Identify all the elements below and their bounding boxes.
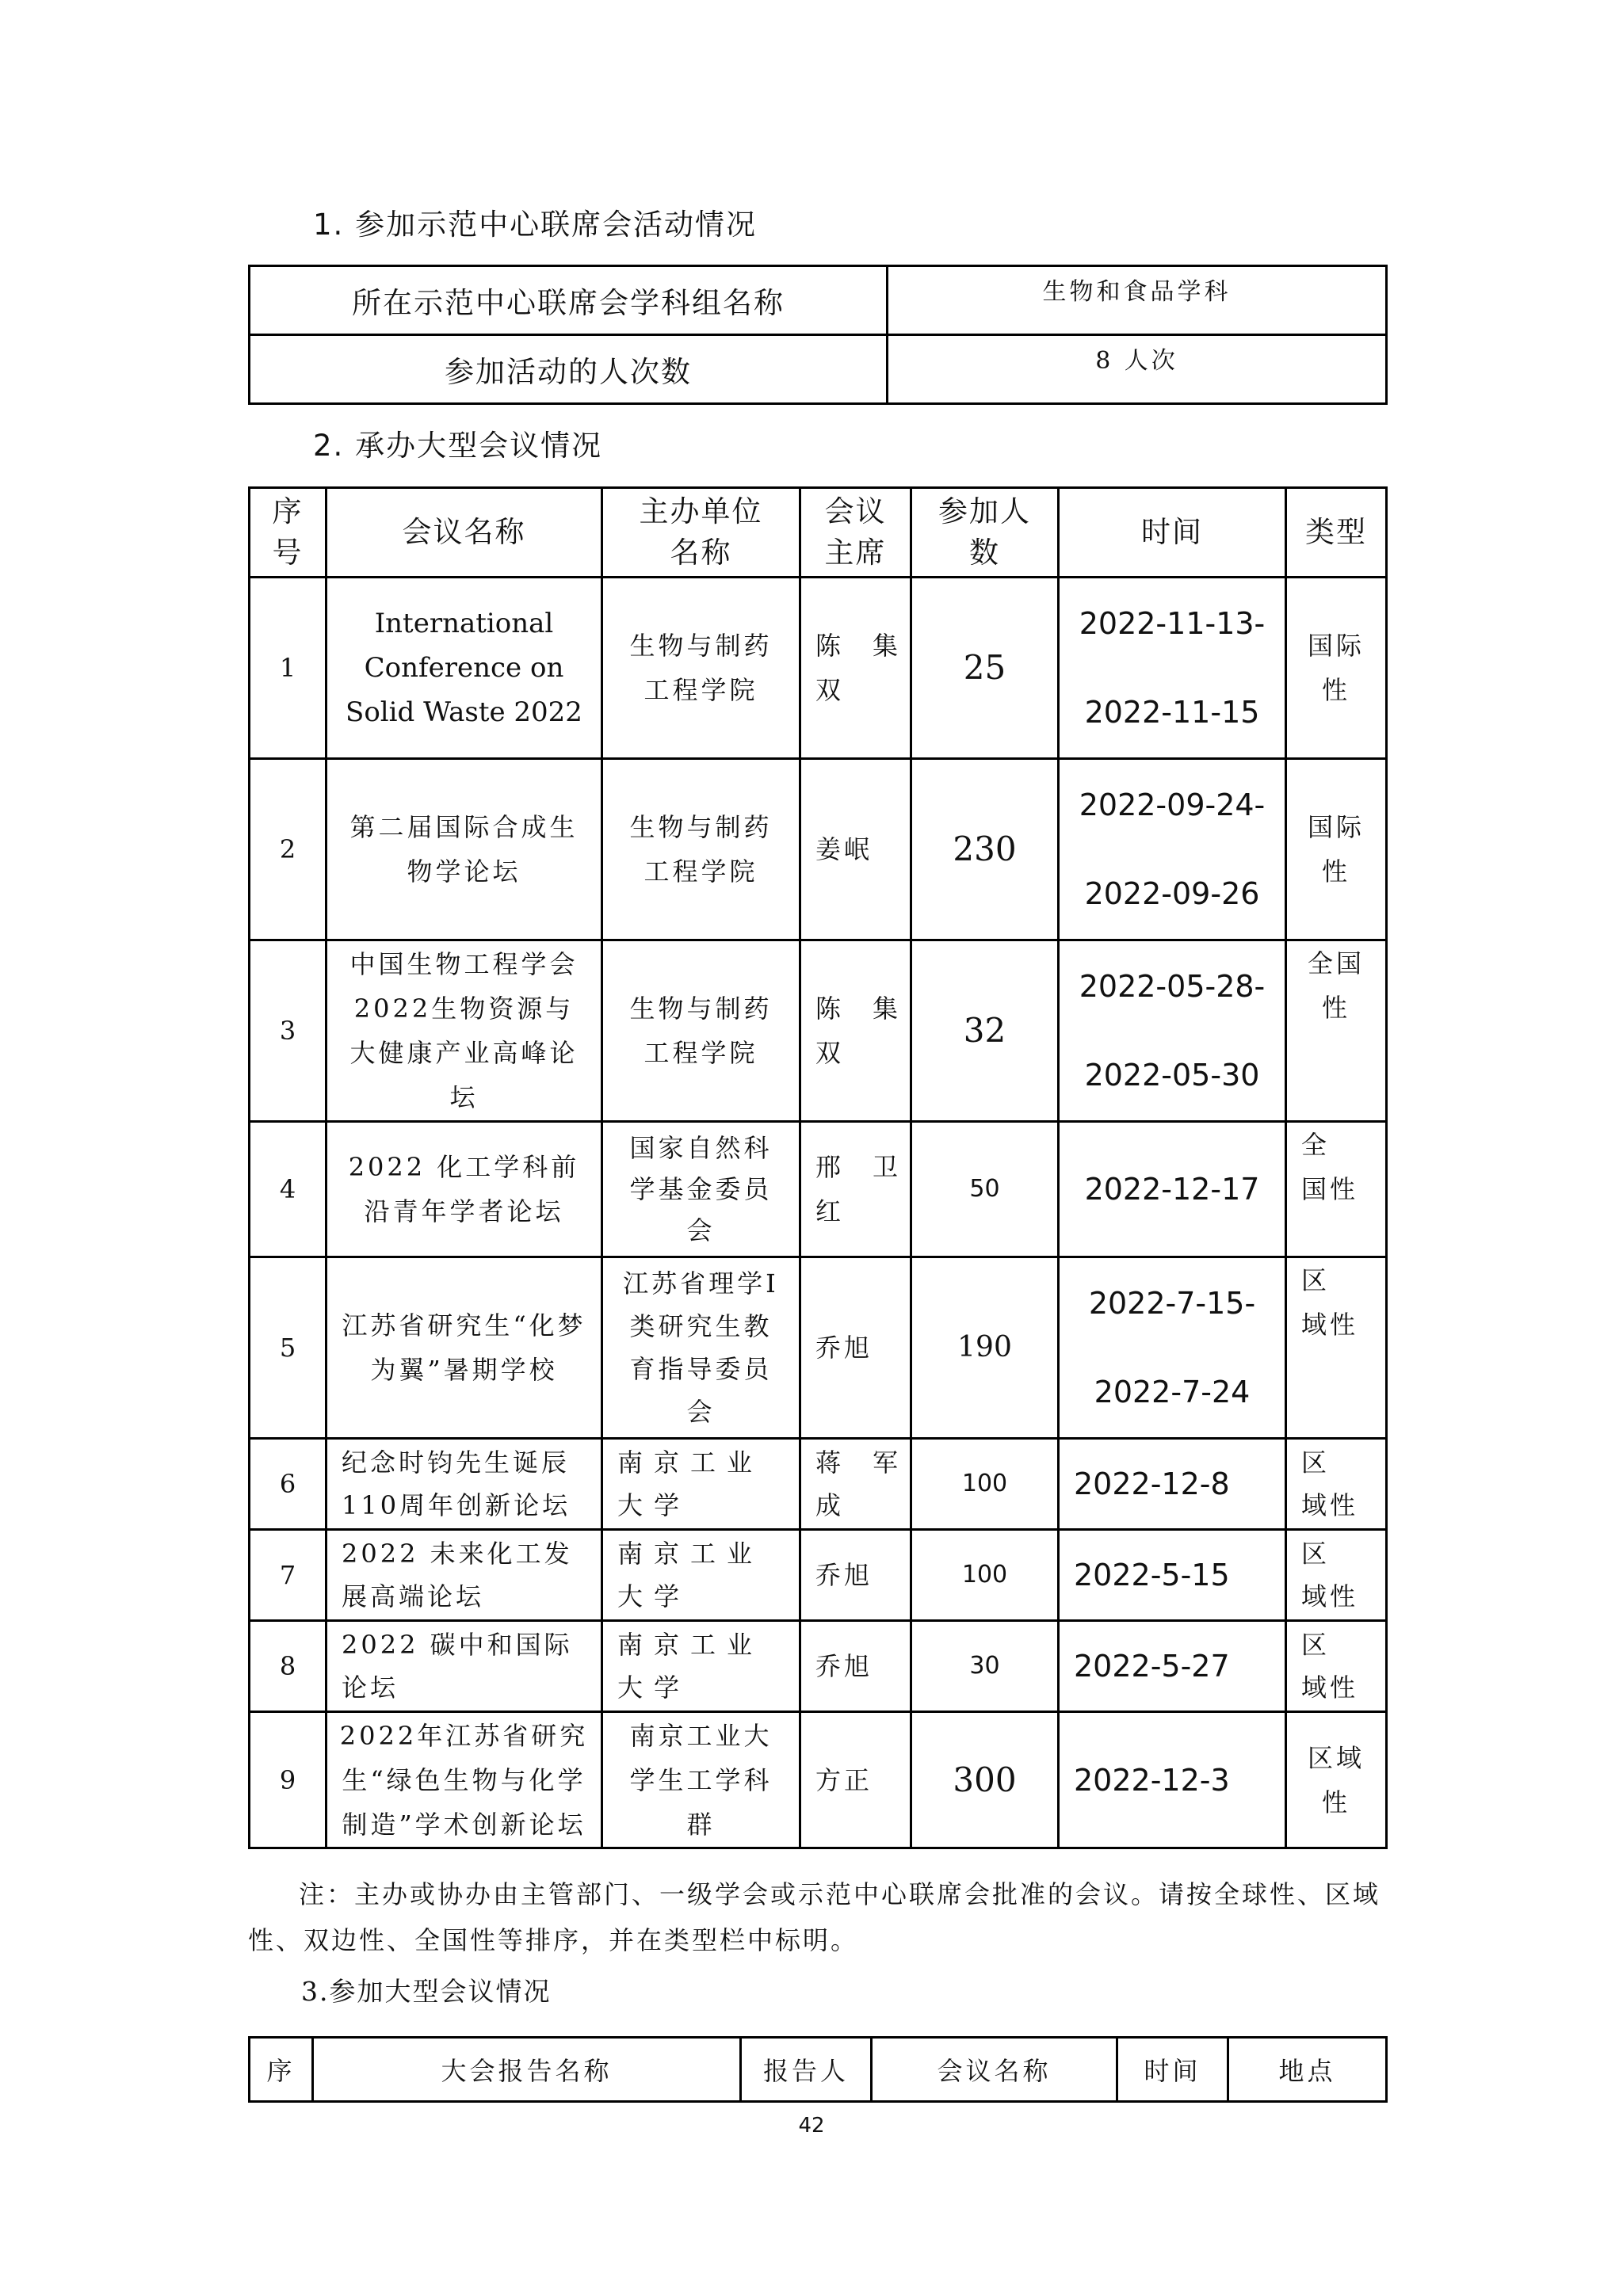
row-chair: 乔旭: [800, 1621, 911, 1712]
row-time: 2022-11-13- 2022-11-15: [1059, 578, 1286, 759]
table-row: [250, 1439, 1387, 1530]
table-header-row: [250, 488, 1387, 578]
row-count: 100: [911, 1530, 1059, 1621]
row-time: 2022-05-28- 2022-05-30: [1059, 940, 1286, 1122]
hosted-meetings-table: [248, 486, 1388, 1849]
header-time: 时间: [1117, 2038, 1228, 2102]
row-host: 生物与制药工程学院: [602, 940, 800, 1122]
row-name: 2022 化工学科前沿青年学者论坛: [327, 1122, 602, 1257]
section2-title: 2. 承办大型会议情况: [313, 429, 603, 463]
row-host: 江苏省理学I类研究生教育指导委员会: [602, 1257, 800, 1439]
header-location: 地点: [1228, 2038, 1387, 2102]
attended-meetings-table: [248, 2036, 1388, 2103]
row-time: 2022-12-8: [1059, 1439, 1286, 1530]
header-chair-line1: 会议: [824, 494, 887, 528]
row-host: 生物与制药工程学院: [602, 759, 800, 940]
row-type: 区 域性: [1286, 1530, 1387, 1621]
row-count: 30: [911, 1621, 1059, 1712]
header-no-line2: 号: [272, 536, 304, 570]
table-row: [250, 578, 1387, 759]
header-host: 主办单位名称: [602, 488, 800, 578]
header-meeting-name: 会议名称: [872, 2038, 1117, 2102]
row-count: 300: [911, 1712, 1059, 1848]
row-type: 区 域性: [1286, 1621, 1387, 1712]
row-name: 第二届国际合成生物学论坛: [327, 759, 602, 940]
row-count: 32: [911, 940, 1059, 1122]
participant-count-label: 参加活动的人次数: [250, 335, 888, 404]
header-no: [250, 488, 327, 578]
row-host: 南京工业大学: [602, 1439, 800, 1530]
row-no: 7: [250, 1530, 327, 1621]
row-name: 2022 未来化工发展高端论坛: [327, 1530, 602, 1621]
row-name: 江苏省研究生“化梦为翼”暑期学校: [327, 1257, 602, 1439]
row-chair: 陈 集双: [800, 940, 911, 1122]
row-chair: 乔旭: [800, 1257, 911, 1439]
row-host: 南京工业大学: [602, 1621, 800, 1712]
row-count: 50: [911, 1122, 1059, 1257]
header-time: 时间: [1059, 488, 1286, 578]
header-chair-line2: 主席: [824, 536, 887, 570]
row-no: 8: [250, 1621, 327, 1712]
table-row: [250, 266, 1387, 335]
table-row: [250, 1621, 1387, 1712]
row-type: 区 域性: [1286, 1439, 1387, 1530]
row-chair: 方正: [800, 1712, 911, 1848]
row-name: 2022 碳中和国际论坛: [327, 1621, 602, 1712]
row-host: 国家自然科学基金委员会: [602, 1122, 800, 1257]
header-report-name: 大会报告名称: [313, 2038, 741, 2102]
row-no: 2: [250, 759, 327, 940]
header-count: 参加人数: [911, 488, 1059, 578]
row-no: 5: [250, 1257, 327, 1439]
participant-count-value: 8 人次: [888, 335, 1387, 404]
table-header-row: [250, 2038, 1387, 2102]
row-time: 2022-5-15: [1059, 1530, 1286, 1621]
row-host: 南京工业大学: [602, 1530, 800, 1621]
row-chair: 乔旭: [800, 1530, 911, 1621]
table-row: [250, 1530, 1387, 1621]
section1-table: [248, 265, 1388, 405]
row-count: 230: [911, 759, 1059, 940]
subject-group-label: 所在示范中心联席会学科组名称: [250, 266, 888, 335]
section1-title: 1. 参加示范中心联席会活动情况: [313, 208, 758, 242]
section3-title: 3.参加大型会议情况: [301, 1976, 552, 2007]
row-name: 2022年江苏省研究生“绿色生物与化学制造”学术创新论坛: [327, 1712, 602, 1848]
table-row: [250, 335, 1387, 404]
row-time: 2022-12-3: [1059, 1712, 1286, 1848]
row-count: 100: [911, 1439, 1059, 1530]
row-time: 2022-7-15- 2022-7-24: [1059, 1257, 1286, 1439]
row-type: 国际性: [1286, 578, 1387, 759]
row-no: 4: [250, 1122, 327, 1257]
row-type: 全 国性: [1286, 1122, 1387, 1257]
header-name: 会议名称: [327, 488, 602, 578]
table-note: 注：主办或协办由主管部门、一级学会或示范中心联席会批准的会议。请按全球性、区域性、双边性、全国性等排序，并在类型栏中标明。: [248, 1879, 1381, 1955]
row-chair: 蒋 军成: [800, 1439, 911, 1530]
table-row: [250, 1712, 1387, 1848]
table-row: [250, 1257, 1387, 1439]
row-name: 纪念时钧先生诞辰110周年创新论坛: [327, 1439, 602, 1530]
header-type: 类型: [1286, 488, 1387, 578]
row-chair: 邢 卫红: [800, 1122, 911, 1257]
row-type: 区域性: [1286, 1712, 1387, 1848]
row-name: 中国生物工程学会2022生物资源与大健康产业高峰论坛: [327, 940, 602, 1122]
row-count: 25: [911, 578, 1059, 759]
row-type: 国际性: [1286, 759, 1387, 940]
header-no-line1: 序: [272, 494, 304, 528]
table-row: [250, 940, 1387, 1122]
page-number: 42: [798, 2114, 825, 2138]
row-chair: 姜岷: [800, 759, 911, 940]
row-no: 1: [250, 578, 327, 759]
row-type: 全国性: [1286, 940, 1387, 1122]
row-time: 2022-5-27: [1059, 1621, 1286, 1712]
subject-group-value: 生物和食品学科: [888, 266, 1387, 335]
row-count: 190: [911, 1257, 1059, 1439]
row-no: 3: [250, 940, 327, 1122]
row-no: 9: [250, 1712, 327, 1848]
row-host: 南京工业大学生工学科群: [602, 1712, 800, 1848]
row-time: 2022-09-24- 2022-09-26: [1059, 759, 1286, 940]
header-no: 序: [250, 2038, 313, 2102]
row-no: 6: [250, 1439, 327, 1530]
row-name: International Conference on Solid Waste 2022: [327, 578, 602, 759]
row-type: 区 域性: [1286, 1257, 1387, 1439]
header-reporter: 报告人: [741, 2038, 872, 2102]
row-time: 2022-12-17: [1059, 1122, 1286, 1257]
header-chair: [800, 488, 911, 578]
table-row: [250, 759, 1387, 940]
row-host: 生物与制药工程学院: [602, 578, 800, 759]
table-row: [250, 1122, 1387, 1257]
row-chair: 陈 集双: [800, 578, 911, 759]
